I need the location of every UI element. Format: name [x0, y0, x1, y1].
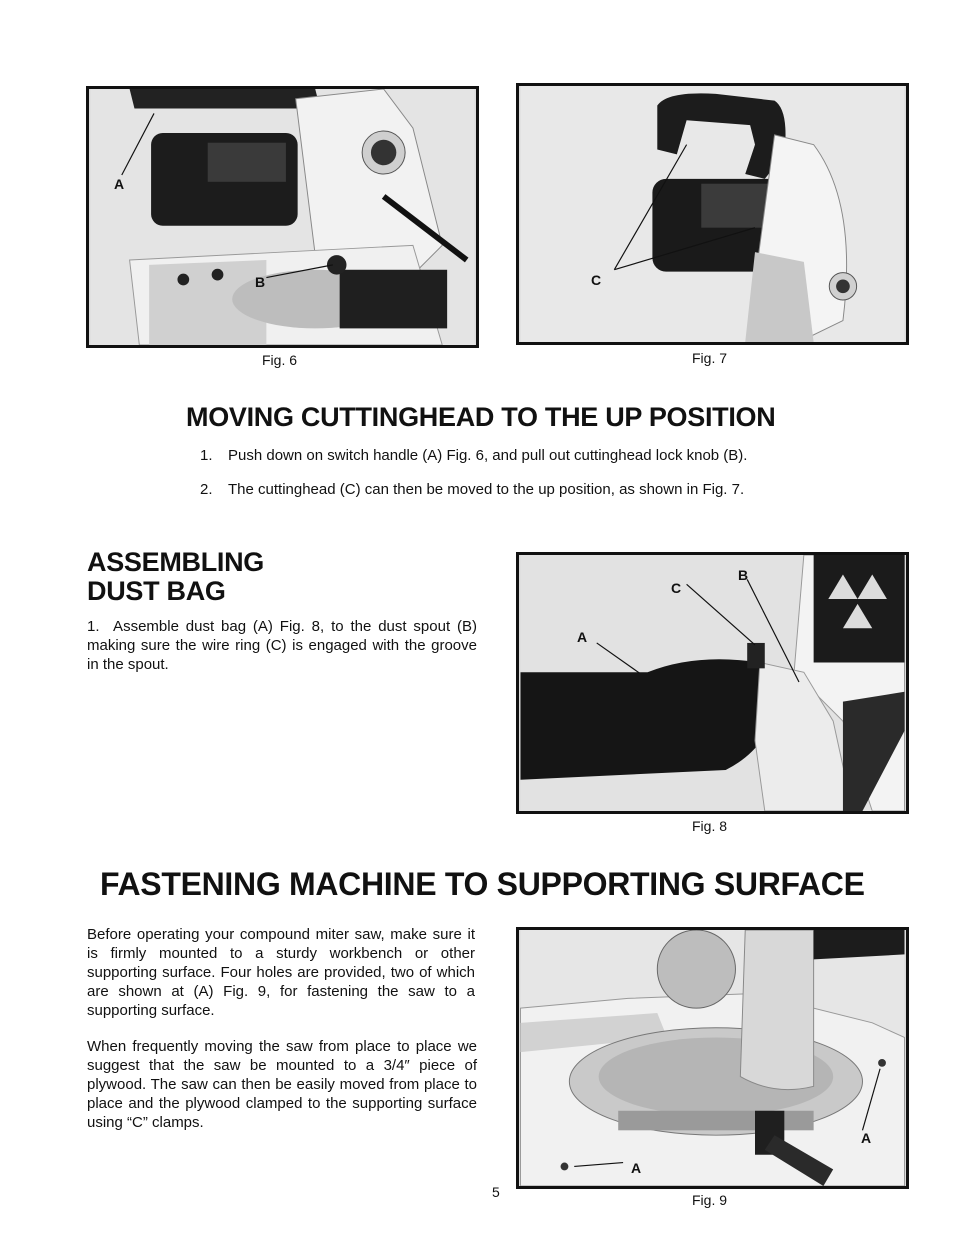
- saw-raised-illustration: [519, 86, 906, 342]
- section-heading-up-position: MOVING CUTTINGHEAD TO THE UP POSITION: [186, 402, 776, 432]
- figure-6-photo: [86, 86, 479, 348]
- callout-c: C: [671, 580, 682, 596]
- page-number: 5: [492, 1184, 500, 1200]
- figure-9-caption: Fig. 9: [692, 1192, 728, 1208]
- section-heading-fastening: FASTENING MACHINE TO SUPPORTING SURFACE: [100, 866, 865, 902]
- saw-base-illustration: [519, 930, 906, 1186]
- figure-8-photo: [516, 552, 909, 814]
- saw-motor-illustration: [89, 89, 476, 345]
- section-heading-dust-bag-line1: ASSEMBLING: [87, 547, 265, 577]
- callout-a: A: [114, 176, 125, 192]
- fastening-paragraph-1: Before operating your compound miter saw, make sure it is firmly mounted to a sturdy workbench or other supporting surface. Four holes are provided, two of which are shown at (A) Fig. 9, for fastening the saw to a supporting surface.: [87, 926, 475, 1019]
- step-1-text: Push down on switch handle (A) Fig. 6, and pull out cuttinghead lock knob (B).: [228, 447, 748, 464]
- figure-6-caption: Fig. 6: [262, 352, 298, 368]
- figure-8-caption: Fig. 8: [692, 818, 728, 834]
- figure-7-caption: Fig. 7: [692, 350, 728, 366]
- step-2: [200, 480, 850, 499]
- fastening-paragraph-2: When frequently moving the saw from place to place we suggest that the saw be mounted to a 3/4″ piece of plywood. The saw can then be easily moved from place to place and the plywood clamped to the supporting surface using “C” clamps.: [87, 1038, 477, 1131]
- callout-b: B: [255, 274, 266, 290]
- step-1: [200, 446, 850, 465]
- figure-9-photo: [516, 927, 909, 1189]
- dust-bag-illustration: [519, 555, 906, 811]
- callout-a: A: [577, 629, 588, 645]
- step-1-number: 1.: [200, 447, 213, 464]
- callout-a-right: A: [861, 1130, 872, 1146]
- dust-bag-step: 1. Assemble dust bag (A) Fig. 8, to the dust spout (B) making sure the wire ring (C) is engaged with the groove in the spout.: [87, 618, 477, 673]
- callout-b: B: [738, 567, 749, 583]
- step-2-number: 2.: [200, 481, 213, 498]
- callout-c: C: [591, 272, 602, 288]
- callout-a-left: A: [631, 1160, 642, 1176]
- step-2-text: The cuttinghead (C) can then be moved to the up position, as shown in Fig. 7.: [228, 481, 745, 498]
- figure-7-photo: [516, 83, 909, 345]
- section-heading-dust-bag-line2: DUST BAG: [87, 576, 226, 606]
